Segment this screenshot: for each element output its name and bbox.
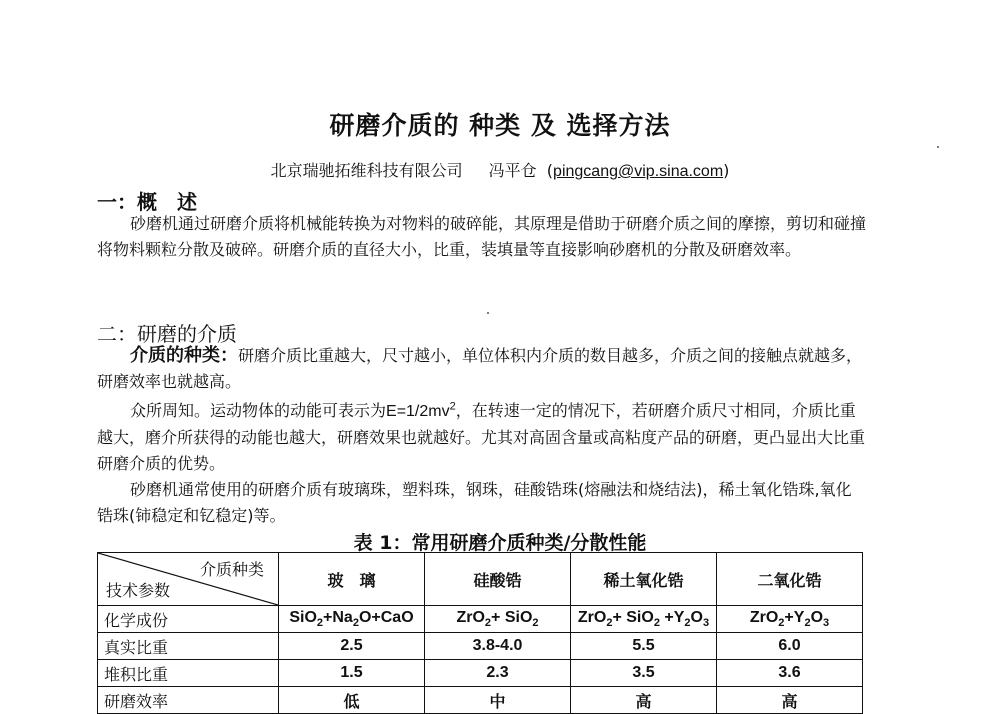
- table-cell: 5.5: [571, 633, 717, 660]
- row-label-composition: 化学成份: [98, 606, 279, 633]
- column-header-rare-earth-zirconia: 稀土氧化锆: [571, 553, 717, 606]
- kinetic-energy-text-a: 众所周知。运动物体的动能可表示为: [130, 401, 387, 420]
- corner-tech-param-label: 技术参数: [106, 581, 171, 600]
- byline-paren-open: (: [546, 161, 554, 180]
- table-caption: 表 1：常用研磨介质种类/分散性能: [353, 532, 647, 554]
- column-header-zirconia: 二氧化锆: [717, 553, 863, 606]
- media-comparison-table: [97, 552, 863, 714]
- table-row: [98, 687, 863, 714]
- row-label-true-density: 真实比重: [98, 633, 279, 660]
- section2-paragraph-1: [97, 343, 867, 395]
- table-cell: 2.5: [279, 633, 425, 660]
- media-types-text: 研磨介质比重越大，尺寸越小，单位体积内介质的数目越多，介质之间的接触点就越多，研磨效率也就越高。: [97, 346, 863, 391]
- composition-cell: $ZrO_2+Y_2O_3$: [717, 606, 863, 633]
- formula-exponent: 2: [449, 400, 456, 413]
- table-cell: 低: [279, 687, 425, 714]
- table-row: [98, 660, 863, 687]
- kinetic-energy-formula: E=1/2mv: [386, 403, 450, 420]
- composition-cell: $ZrO_2+ SiO_2 +Y_2O_3$: [571, 606, 717, 633]
- table-corner-cell: [98, 553, 279, 606]
- column-header-zirconium-silicate: 硅酸锆: [425, 553, 571, 606]
- document-title: 研磨介质的 种类 及 选择方法: [329, 111, 671, 140]
- section2-heading: 二：研磨的介质: [97, 322, 237, 346]
- scan-speck: [937, 146, 939, 148]
- table-cell: 2.3: [425, 660, 571, 687]
- table-row: [98, 606, 863, 633]
- table-cell: 高: [571, 687, 717, 714]
- column-header-glass: 玻 璃: [279, 553, 425, 606]
- table-cell: 1.5: [279, 660, 425, 687]
- table-cell: 中: [425, 687, 571, 714]
- table-row: [98, 633, 863, 660]
- scan-speck: [487, 312, 489, 314]
- table-cell: 3.8-4.0: [425, 633, 571, 660]
- composition-cell: $SiO_2+Na_2O+CaO$: [279, 606, 425, 633]
- section2-paragraph-3: 砂磨机通常使用的研磨介质有玻璃珠，塑料珠，钢珠，硅酸锆珠(熔融法和烧结法)，稀土氧化锆珠,氧化锆珠(铈稳定和钇稳定)等。: [97, 480, 852, 525]
- section2-paragraph-2: [97, 398, 867, 477]
- byline: [0, 158, 1000, 181]
- byline-paren-close: ): [723, 161, 730, 180]
- row-label-bulk-density: 堆积比重: [98, 660, 279, 687]
- author-email-link[interactable]: pingcang@vip.sina.com: [553, 163, 724, 180]
- table-cell: 3.5: [571, 660, 717, 687]
- media-types-lead: 介质的种类：: [130, 345, 238, 366]
- section1-heading: 一：概 述: [97, 190, 197, 214]
- section1-paragraph: 砂磨机通过研磨介质将机械能转换为对物料的破碎能，其原理是借助于研磨介质之间的摩擦，剪切和碰撞将物料颗粒分散及破碎。研磨介质的直径大小，比重，装填量等直接影响砂磨机的分散及研磨效率。: [97, 214, 867, 259]
- table-cell: 3.6: [717, 660, 863, 687]
- kinetic-energy-text-b: ，在转速一定的情况下，若研磨介质尺寸相同，介质比重越大，磨介所获得的动能也越大，研磨效果也就越好。尤其对高固含量或高粘度产品的研磨，更凸显出大比重研磨介质的优势。: [97, 401, 866, 473]
- byline-author: 冯平仓: [488, 161, 537, 180]
- table-cell: 6.0: [717, 633, 863, 660]
- composition-cell: ZrO$_2$+ SiO$_2$: [425, 606, 571, 633]
- corner-media-type-label: 介质种类: [199, 560, 264, 579]
- byline-company: 北京瑞驰拓维科技有限公司: [270, 161, 463, 180]
- table-header-row: [98, 553, 863, 606]
- row-label-grinding-efficiency: 研磨效率: [98, 687, 279, 714]
- table-cell: 高: [717, 687, 863, 714]
